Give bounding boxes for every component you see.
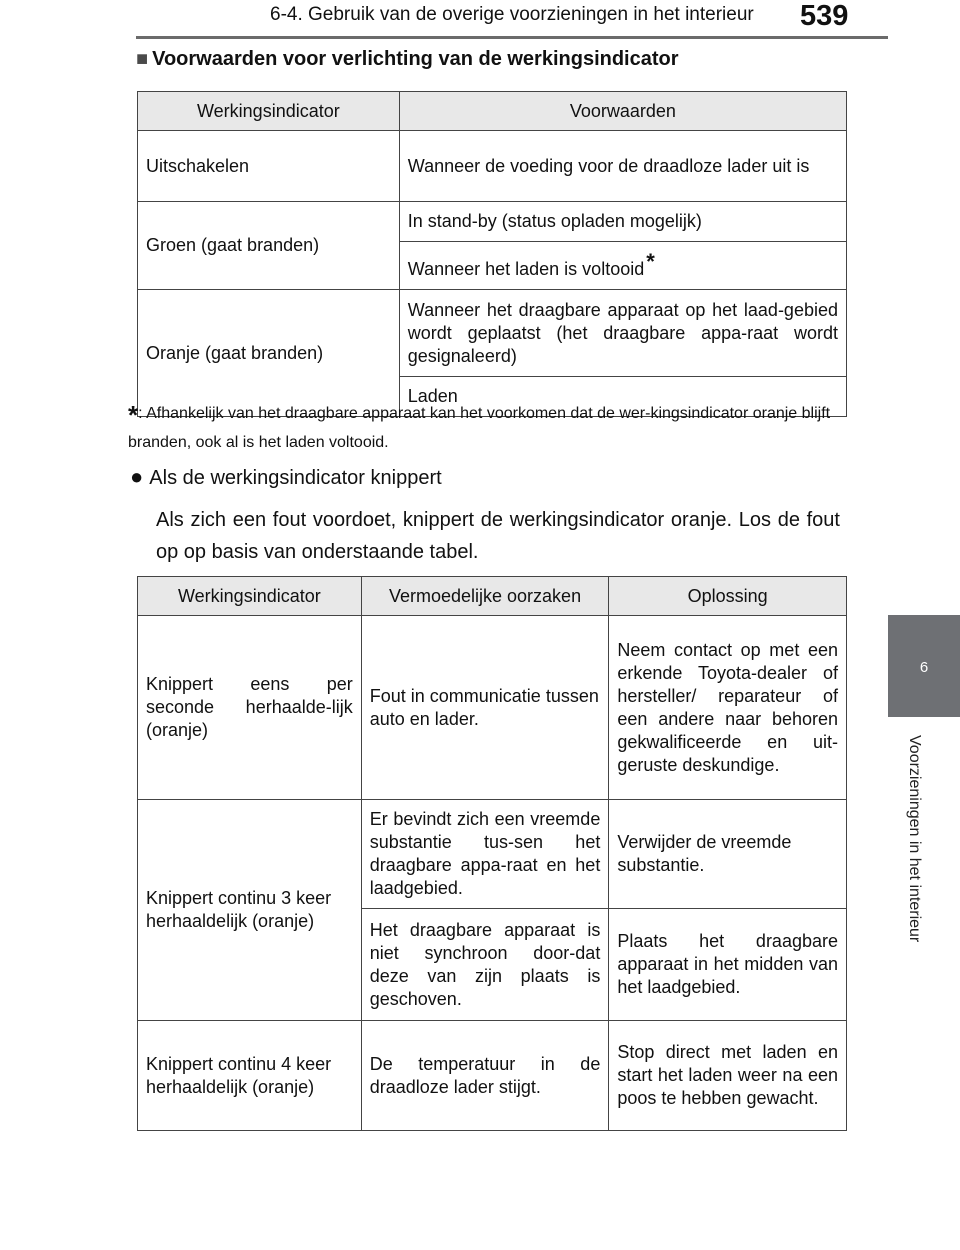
cause-cell: De temperatuur in de draadloze lader stijgt. xyxy=(361,1021,609,1131)
footnote-marker: * xyxy=(128,400,139,430)
indicator-conditions-table xyxy=(137,91,847,417)
table-row xyxy=(138,800,847,909)
header-title: 6-4. Gebruik van de overige voorzieningen in het interieur xyxy=(270,4,754,25)
table-header-row xyxy=(138,577,847,616)
bullet-paragraph: Als zich een fout voordoet, knippert de werkingsindicator oranje. Los de fout op op basis van onderstaande tabel. xyxy=(156,509,840,563)
condition-text: Wanneer het laden is voltooid xyxy=(407,259,645,279)
table-row xyxy=(138,616,847,800)
indicator-cell: Uitschakelen xyxy=(138,131,400,202)
column-header: Werkingsindicator xyxy=(138,92,400,131)
condition-cell xyxy=(399,242,846,290)
header-rule xyxy=(136,36,888,39)
section-heading-text: Voorwaarden voor verlichting van de werkingsindicator xyxy=(152,48,679,70)
condition-cell: Laden xyxy=(399,377,846,417)
chapter-title-vertical: Voorzieningen in het interieur xyxy=(906,735,923,943)
table-row xyxy=(138,1021,847,1131)
page-number: 539 xyxy=(800,0,849,32)
indicator-cell: Oranje (gaat branden) xyxy=(138,290,400,417)
footnote xyxy=(128,400,848,456)
blinking-troubleshoot-table xyxy=(137,576,847,1131)
indicator-cell: Knippert eens per seconde herhaalde-lijk (oranje) xyxy=(138,616,362,800)
bullet-heading xyxy=(130,464,442,490)
cause-cell: Het draagbare apparaat is niet synchroon door-dat deze van zijn plaats is geschoven. xyxy=(361,909,609,1021)
footnote-text: : Afhankelijk van het draagbare apparaat kan het voorkomen dat de wer-kingsindicator oranje blijft branden, ook al is het laden voltooid. xyxy=(128,405,831,451)
solution-cell: Stop direct met laden en start het laden weer na een poos te hebben gewacht. xyxy=(609,1021,847,1131)
indicator-cell: Knippert continu 4 keer herhaaldelijk (oranje) xyxy=(138,1021,362,1131)
page-header xyxy=(0,0,960,42)
chapter-tab xyxy=(888,615,960,717)
condition-cell: Wanneer de voeding voor de draadloze lader uit is xyxy=(399,131,846,202)
bullet-heading-text: Als de werkingsindicator knippert xyxy=(149,467,442,489)
footnote-ref: * xyxy=(646,249,655,274)
cause-cell: Er bevindt zich een vreemde substantie tus-sen het draagbare appa-raat en het laadgebied. xyxy=(361,800,609,909)
column-header: Oplossing xyxy=(609,577,847,616)
column-header: Werkingsindicator xyxy=(138,577,362,616)
table-row xyxy=(138,202,847,242)
indicator-cell: Knippert continu 3 keer herhaaldelijk (oranje) xyxy=(138,800,362,1021)
column-header: Voorwaarden xyxy=(399,92,846,131)
cause-cell: Fout in communicatie tussen auto en lader. xyxy=(361,616,609,800)
bullet-icon: ● xyxy=(130,464,144,489)
indicator-cell: Groen (gaat branden) xyxy=(138,202,400,290)
solution-cell: Plaats het draagbare apparaat in het midden van het laadgebied. xyxy=(609,909,847,1021)
table-header-row xyxy=(138,92,847,131)
condition-cell: In stand-by (status opladen mogelijk) xyxy=(399,202,846,242)
table-row xyxy=(138,290,847,377)
section-heading xyxy=(136,48,679,71)
column-header: Vermoedelijke oorzaken xyxy=(361,577,609,616)
square-bullet-icon: ■ xyxy=(136,48,149,70)
chapter-number: 6 xyxy=(919,659,929,676)
solution-cell: Neem contact op met een erkende Toyota-dealer of hersteller/ reparateur of een andere naar behoren gekwalificeerde en uit-geruste deskundige. xyxy=(609,616,847,800)
table-row xyxy=(138,131,847,202)
condition-cell: Wanneer het draagbare apparaat op het laad-gebied wordt geplaatst (het draagbare appa-raat wordt gesignaleerd) xyxy=(399,290,846,377)
solution-cell: Verwijder de vreemde substantie. xyxy=(609,800,847,909)
